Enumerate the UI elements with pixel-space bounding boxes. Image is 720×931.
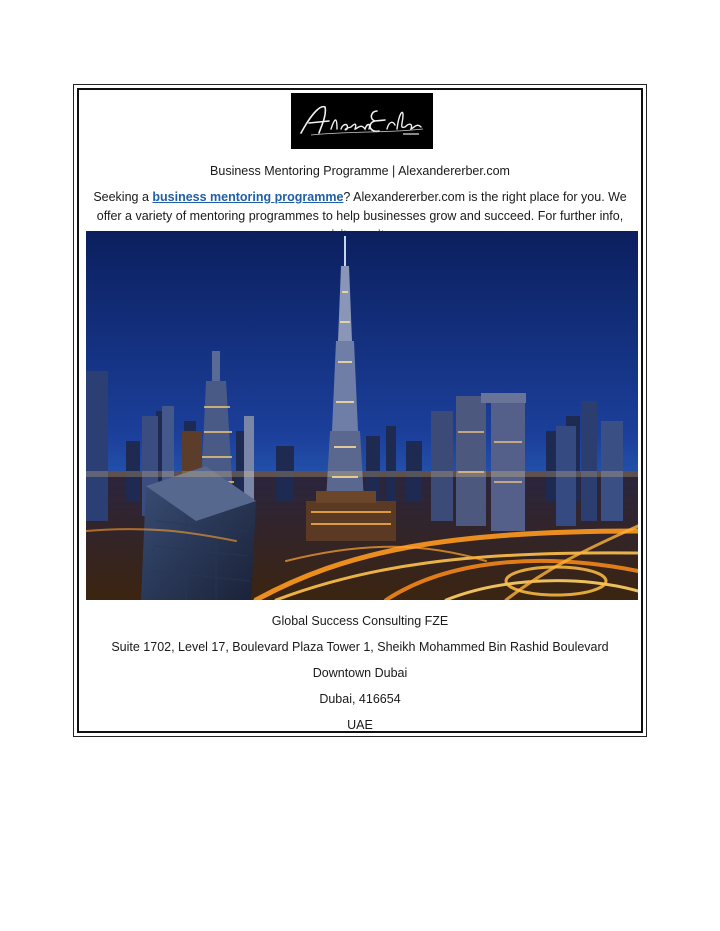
address-city: Dubai, 416654 xyxy=(319,692,401,706)
address-district: Downtown Dubai xyxy=(312,666,408,680)
business-mentoring-link[interactable]: business mentoring programme xyxy=(152,190,344,204)
document-frame xyxy=(73,84,647,737)
dubai-skyline-photo xyxy=(86,231,638,600)
page-title: Business Mentoring Programme | Alexandererber.com xyxy=(210,164,510,178)
document-inner-frame xyxy=(77,88,643,733)
alexander-erber-logo xyxy=(291,93,433,149)
intro-text-before: Seeking a xyxy=(93,190,153,204)
address-street: Suite 1702, Level 17, Boulevard Plaza Tower 1, Sheikh Mohammed Bin Rashid Boulevard xyxy=(111,640,609,654)
intro-text-after: ? Alexandererber.com is the right place for you. We offer a variety of mentoring programmes to help businesses grow and succeed. For further info, xyxy=(96,190,627,223)
address-country: UAE xyxy=(347,718,373,732)
company-name: Global Success Consulting FZE xyxy=(271,614,449,628)
